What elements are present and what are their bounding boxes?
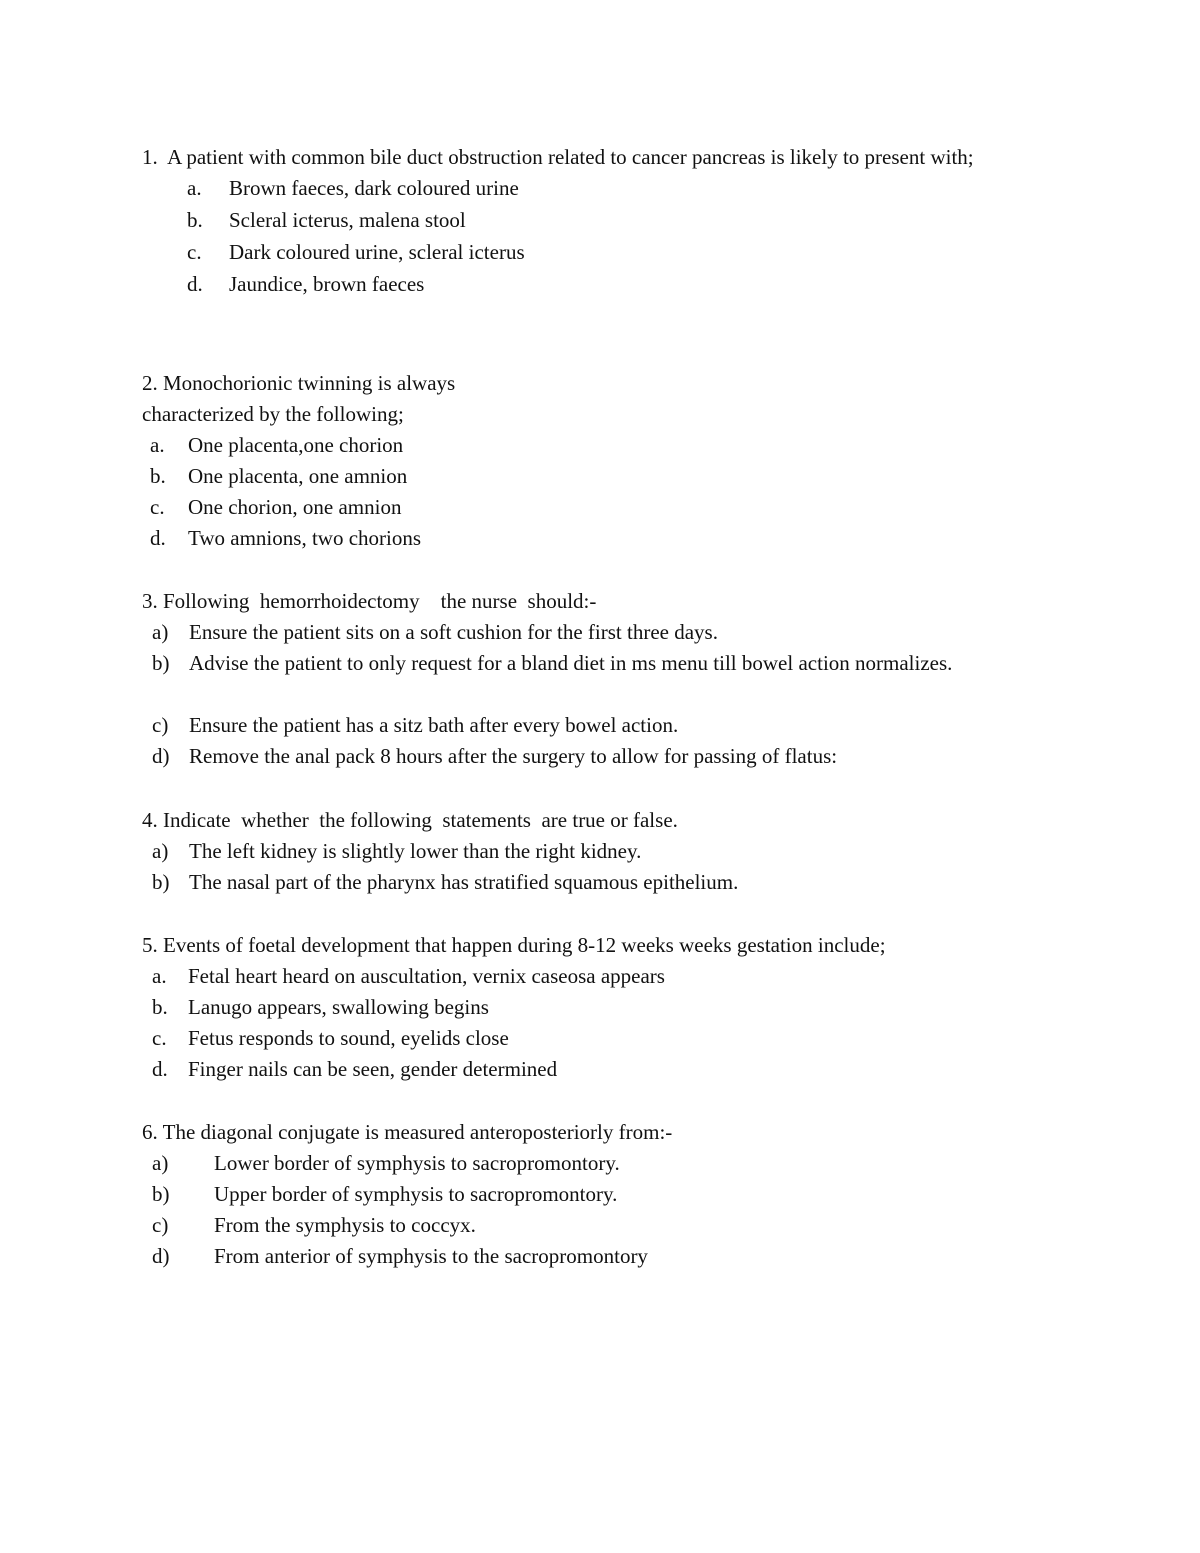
option-marker: c. — [152, 1026, 167, 1050]
option-text: From the symphysis to coccyx. — [214, 1213, 476, 1237]
option-text: Finger nails can be seen, gender determined — [188, 1057, 558, 1081]
option-text: Two amnions, two chorions — [188, 526, 422, 550]
option-b — [142, 648, 1042, 710]
option-c — [142, 1210, 1042, 1241]
question-stem: 3. Following hemorrhoidectomy the nurse should:- — [142, 589, 597, 613]
question-6 — [142, 1117, 1042, 1272]
option-d — [142, 1241, 1042, 1272]
option-d — [142, 1054, 1042, 1085]
question-stem: 6. The diagonal conjugate is measured anteroposteriorly from:- — [142, 1120, 673, 1144]
option-marker: c. — [187, 240, 202, 264]
option-marker: a) — [152, 839, 169, 863]
question-2 — [142, 368, 1042, 554]
option-text: Upper border of symphysis to sacropromontory. — [214, 1182, 618, 1206]
option-text: Ensure the patient sits on a soft cushion for the first three days. — [189, 620, 718, 644]
option-text: Scleral icterus, malena stool — [229, 208, 466, 232]
option-text: Lower border of symphysis to sacropromontory. — [214, 1151, 620, 1175]
option-c — [142, 1023, 1042, 1054]
question-3 — [142, 586, 1042, 772]
option-marker: a. — [150, 433, 165, 457]
option-text: One placenta,one chorion — [188, 433, 404, 457]
option-b — [142, 992, 1042, 1023]
option-a — [142, 836, 1042, 867]
option-a — [142, 617, 1042, 648]
option-a — [142, 173, 1042, 205]
option-marker: c) — [152, 713, 169, 737]
option-marker: c. — [150, 495, 165, 519]
option-text: Brown faeces, dark coloured urine — [229, 176, 519, 200]
option-c — [142, 237, 1042, 269]
option-c — [142, 492, 1042, 523]
option-b — [142, 205, 1042, 237]
option-b — [142, 867, 1042, 898]
option-text: Jaundice, brown faeces — [229, 272, 425, 296]
option-text: Advise the patient to only request for a bland diet in ms menu till bowel action normalizes. — [189, 651, 953, 675]
question-stem: 1. A patient with common bile duct obstruction related to cancer pancreas is likely to present with; — [142, 145, 974, 169]
option-marker: d) — [152, 1244, 170, 1268]
option-marker: b. — [152, 995, 168, 1019]
option-a — [142, 1148, 1042, 1179]
option-a — [142, 430, 1042, 461]
option-text: Ensure the patient has a sitz bath after every bowel action. — [189, 713, 679, 737]
option-marker: b) — [152, 870, 170, 894]
option-marker: a) — [152, 1151, 169, 1175]
option-marker: b. — [187, 208, 203, 232]
option-text: One placenta, one amnion — [188, 464, 408, 488]
option-marker: b. — [150, 464, 166, 488]
option-marker: a. — [187, 176, 202, 200]
option-marker: d) — [152, 744, 170, 768]
option-marker: a. — [152, 964, 167, 988]
option-marker: a) — [152, 620, 169, 644]
question-5 — [142, 930, 1042, 1085]
option-marker: d. — [150, 526, 166, 550]
option-text: Remove the anal pack 8 hours after the surgery to allow for passing of flatus: — [189, 744, 838, 768]
question-stem: 2. Monochorionic twinning is always characterized by the following; — [142, 371, 456, 426]
option-text: Dark coloured urine, scleral icterus — [229, 240, 525, 264]
question-1 — [142, 142, 1042, 301]
option-text: One chorion, one amnion — [188, 495, 402, 519]
option-text: Fetus responds to sound, eyelids close — [188, 1026, 509, 1050]
option-marker: b) — [152, 1182, 170, 1206]
option-text: The left kidney is slightly lower than the right kidney. — [189, 839, 642, 863]
option-marker: d. — [187, 272, 203, 296]
option-c — [142, 710, 1042, 741]
option-b — [142, 461, 1042, 492]
option-b — [142, 1179, 1042, 1210]
question-stem: 4. Indicate whether the following statements are true or false. — [142, 808, 678, 832]
question-4 — [142, 805, 1042, 898]
option-text: From anterior of symphysis to the sacropromontory — [214, 1244, 648, 1268]
option-d — [142, 269, 1042, 301]
option-d — [142, 741, 1042, 772]
option-d — [142, 523, 1042, 554]
question-stem: 5. Events of foetal development that happen during 8-12 weeks weeks gestation include; — [142, 933, 886, 957]
option-marker: b) — [152, 651, 170, 675]
option-marker: d. — [152, 1057, 168, 1081]
option-marker: c) — [152, 1213, 169, 1237]
option-text: Fetal heart heard on auscultation, vernix caseosa appears — [188, 964, 665, 988]
option-text: Lanugo appears, swallowing begins — [188, 995, 489, 1019]
option-a — [142, 961, 1042, 992]
option-text: The nasal part of the pharynx has stratified squamous epithelium. — [189, 870, 739, 894]
